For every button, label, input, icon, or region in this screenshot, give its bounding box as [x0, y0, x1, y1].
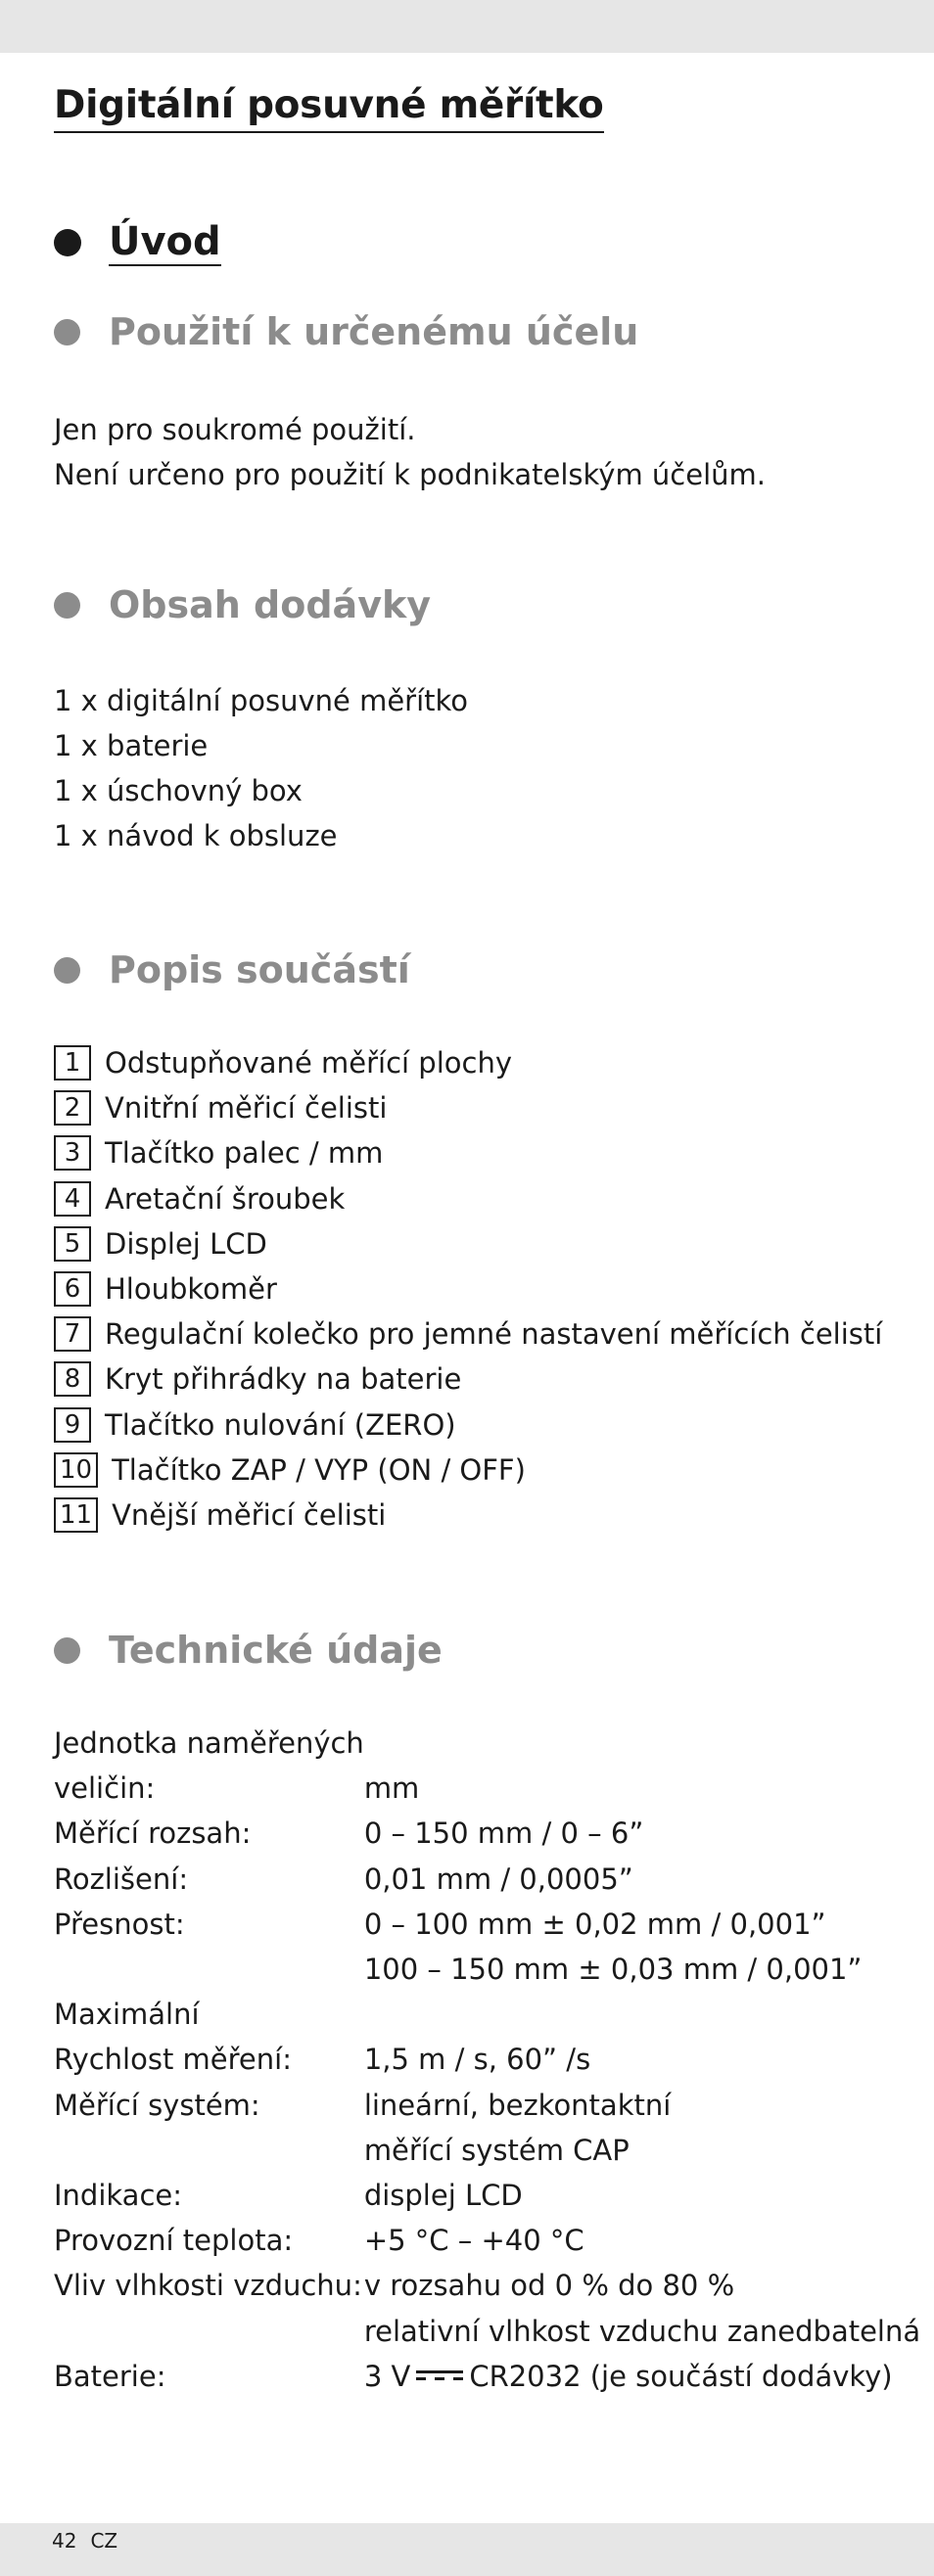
- spec-label: Jednotka naměřených: [54, 1726, 364, 1760]
- spec-label: Maximální: [54, 1998, 200, 2032]
- top-bar: [0, 0, 934, 53]
- table-row: [54, 1947, 920, 1992]
- spec-label: Vliv vlhkosti vzduchu:: [54, 2269, 362, 2303]
- spec-value: 0,01 mm / 0,0005”: [363, 1862, 633, 1896]
- table-row: [54, 1766, 920, 1811]
- table-row: [54, 1721, 920, 1766]
- dc-symbol-icon: [416, 2370, 463, 2382]
- spec-value: displej LCD: [363, 2179, 523, 2213]
- list-item: [54, 1221, 882, 1266]
- parts-heading-text: Popis součástí: [109, 948, 410, 991]
- list-item: [54, 1040, 882, 1085]
- part-number: 10: [54, 1452, 98, 1488]
- part-label: Regulační kolečko pro jemné nastavení měřících čelistí: [105, 1317, 883, 1352]
- spec-value: 1,5 m / s, 60” /s: [363, 2043, 591, 2077]
- spec-value: lineární, bezkontaktní: [363, 2088, 672, 2122]
- table-row: [54, 2309, 920, 2354]
- list-item: [54, 1357, 882, 1402]
- bullet-icon: [54, 229, 81, 256]
- spec-value: +5 °C – +40 °C: [363, 2224, 584, 2258]
- page-number: 42: [52, 2529, 77, 2553]
- part-label: Tlačítko nulování (ZERO): [105, 1407, 456, 1442]
- list-item: [54, 1403, 882, 1448]
- table-row: [54, 2083, 920, 2128]
- part-number: 2: [54, 1090, 91, 1126]
- table-row: [54, 2128, 920, 2173]
- part-number: 6: [54, 1271, 91, 1307]
- spec-value: mm: [363, 1771, 420, 1806]
- part-number: 11: [54, 1497, 98, 1533]
- spec-label: veličin:: [54, 1771, 156, 1806]
- page-footer: [52, 2528, 131, 2553]
- table-row: [54, 2218, 920, 2263]
- spec-value: relativní vlhkost vzduchu zanedbatelná: [363, 2314, 921, 2348]
- list-item: [54, 1176, 882, 1221]
- table-row: [54, 2173, 920, 2218]
- part-number: 7: [54, 1316, 91, 1352]
- intended-use-heading-text: Použití k určenému účelu: [109, 310, 639, 353]
- table-row: [54, 1811, 920, 1856]
- bullet-icon: [54, 592, 80, 619]
- list-item: [54, 1266, 882, 1311]
- part-number: 8: [54, 1361, 91, 1397]
- part-label: Hloubkoměr: [105, 1272, 277, 1307]
- list-item: 1 x úschovný box: [54, 774, 303, 807]
- document-title: Digitální posuvné měřítko: [54, 80, 604, 133]
- intended-use-text: [54, 407, 766, 497]
- spec-label: Rozlišení:: [54, 1862, 189, 1896]
- spec-label: Přesnost:: [54, 1907, 185, 1941]
- list-item: 1 x baterie: [54, 729, 209, 762]
- part-number: 9: [54, 1407, 91, 1443]
- part-label: Odstupňované měřící plochy: [105, 1046, 512, 1081]
- bullet-icon: [54, 957, 80, 984]
- part-label: Kryt přihrádky na baterie: [105, 1362, 462, 1397]
- spec-label: [54, 1947, 364, 1992]
- spec-value: [364, 2354, 920, 2399]
- part-number: 5: [54, 1226, 91, 1262]
- table-row: [54, 1992, 920, 2037]
- part-label: Displej LCD: [105, 1226, 267, 1261]
- specs-heading-text: Technické údaje: [109, 1629, 443, 1672]
- delivery-heading: [54, 579, 431, 630]
- list-item: [54, 1493, 882, 1538]
- part-label: Aretační šroubek: [105, 1181, 346, 1216]
- list-item: 1 x digitální posuvné měřítko: [54, 684, 469, 717]
- text-line: Jen pro soukromé použití.: [54, 413, 416, 446]
- list-item: 1 x návod k obsluze: [54, 819, 338, 852]
- parts-list: [54, 1040, 882, 1538]
- battery-voltage: 3 V: [363, 2359, 411, 2393]
- language-code: CZ: [90, 2529, 118, 2553]
- bullet-icon: [54, 1637, 80, 1664]
- part-number: 1: [54, 1045, 91, 1081]
- list-item: [54, 1085, 882, 1130]
- battery-type: CR2032 (je součástí dodávky): [469, 2359, 893, 2393]
- part-number: 3: [54, 1135, 91, 1171]
- spec-value: měřící systém CAP: [363, 2133, 630, 2167]
- specs-table: [54, 1721, 920, 2399]
- spec-value: [364, 1992, 920, 2037]
- list-item: [54, 1448, 882, 1493]
- spec-value: [364, 1721, 920, 1766]
- intended-use-heading: [54, 306, 638, 357]
- part-label: Tlačítko palec / mm: [105, 1136, 384, 1171]
- bullet-icon: [54, 319, 80, 345]
- intro-heading: [54, 214, 221, 269]
- specs-heading: [54, 1625, 443, 1676]
- spec-value: 0 – 150 mm / 0 – 6”: [363, 1817, 644, 1851]
- spec-label: Měřící rozsah:: [54, 1817, 252, 1851]
- spec-value: 0 – 100 mm ± 0,02 mm / 0,001”: [363, 1907, 826, 1941]
- table-row: [54, 2037, 920, 2082]
- spec-value: 100 – 150 mm ± 0,03 mm / 0,001”: [363, 1953, 863, 1987]
- part-number: 4: [54, 1181, 91, 1217]
- table-row: [54, 2354, 920, 2399]
- spec-label: Rychlost měření:: [54, 2043, 292, 2077]
- table-row: [54, 1857, 920, 1902]
- spec-label: [54, 2309, 364, 2354]
- table-row: [54, 2263, 920, 2308]
- part-label: Vnější měřicí čelisti: [112, 1497, 387, 1532]
- list-item: [54, 1311, 882, 1357]
- bottom-bar: [0, 2523, 934, 2576]
- parts-heading: [54, 944, 410, 995]
- list-item: [54, 1130, 882, 1175]
- spec-label: Měřící systém:: [54, 2088, 260, 2122]
- table-row: [54, 1902, 920, 1947]
- spec-label: Indikace:: [54, 2179, 183, 2213]
- part-label: Tlačítko ZAP / VYP (ON / OFF): [112, 1452, 526, 1487]
- text-line: Není určeno pro použití k podnikatelským účelům.: [54, 458, 766, 491]
- intro-heading-text: Úvod: [109, 219, 221, 264]
- spec-label: Baterie:: [54, 2359, 166, 2393]
- spec-label: [54, 2128, 364, 2173]
- delivery-list: [54, 678, 468, 858]
- delivery-heading-text: Obsah dodávky: [109, 583, 432, 626]
- part-label: Vnitřní měřicí čelisti: [105, 1091, 388, 1126]
- spec-label: Provozní teplota:: [54, 2224, 294, 2258]
- spec-value: v rozsahu od 0 % do 80 %: [363, 2269, 735, 2303]
